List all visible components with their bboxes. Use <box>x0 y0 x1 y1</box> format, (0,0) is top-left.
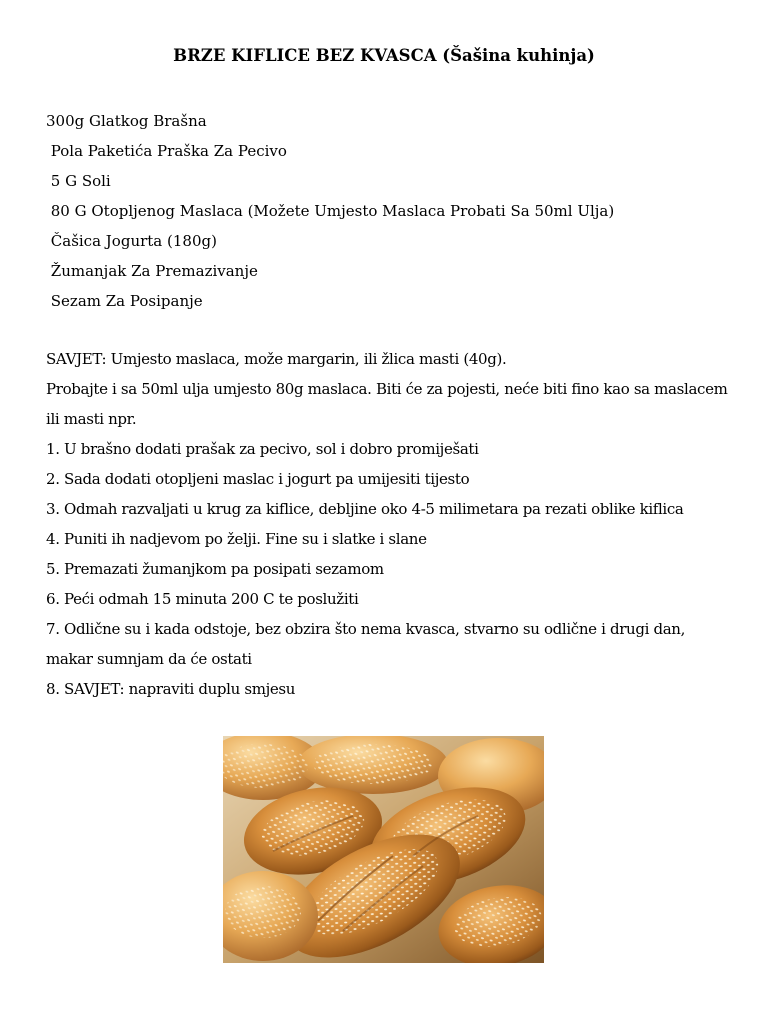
instructions-block <box>46 344 736 704</box>
ingredient-item: 300g Glatkog Brašna <box>46 112 207 130</box>
step-item: 5. Premazati žumanjkom pa posipati sezamom <box>46 560 384 578</box>
ingredient-list <box>46 106 736 316</box>
ingredient-item: Pola Paketića Praška Za Pecivo <box>46 142 287 160</box>
tip-extra-paragraph: Probajte i sa 50ml ulja umjesto 80g maslaca. Biti će za pojesti, neće biti fino kao sa maslacem ili masti npr. <box>46 380 728 428</box>
ingredient-item: Sezam Za Posipanje <box>46 292 203 310</box>
ingredient-item: Čašica Jogurta (180g) <box>46 232 217 250</box>
step-item: 2. Sada dodati otopljeni maslac i jogurt pa umijesiti tijesto <box>46 470 470 488</box>
step-item: 7. Odlične su i kada odstoje, bez obzira što nema kvasca, stvarno su odlične i drugi dan, makar sumnjam da će ostati <box>46 620 686 668</box>
ingredient-item: Žumanjak Za Premazivanje <box>46 262 258 280</box>
step-item: 6. Peći odmah 15 minuta 200 C te poslužiti <box>46 590 359 608</box>
crescent-rolls-photo <box>223 736 544 963</box>
ingredient-item: 80 G Otopljenog Maslaca (Možete Umjesto Maslaca Probati Sa 50ml Ulja) <box>46 202 615 220</box>
step-item: 4. Puniti ih nadjevom po želji. Fine su i slatke i slane <box>46 530 427 548</box>
ingredient-item: 5 G Soli <box>46 172 111 190</box>
step-item: 1. U brašno dodati prašak za pecivo, sol i dobro promiješati <box>46 440 479 458</box>
step-item: 8. SAVJET: napraviti duplu smjesu <box>46 680 296 698</box>
step-item: 3. Odmah razvaljati u krug za kiflice, debljine oko 4-5 milimetara pa rezati oblike kiflica <box>46 500 684 518</box>
tip-paragraph: SAVJET: Umjesto maslaca, može margarin, ili žlica masti (40g). <box>46 350 507 368</box>
recipe-title: BRZE KIFLICE BEZ KVASCA (Šašina kuhinja) <box>173 46 595 65</box>
